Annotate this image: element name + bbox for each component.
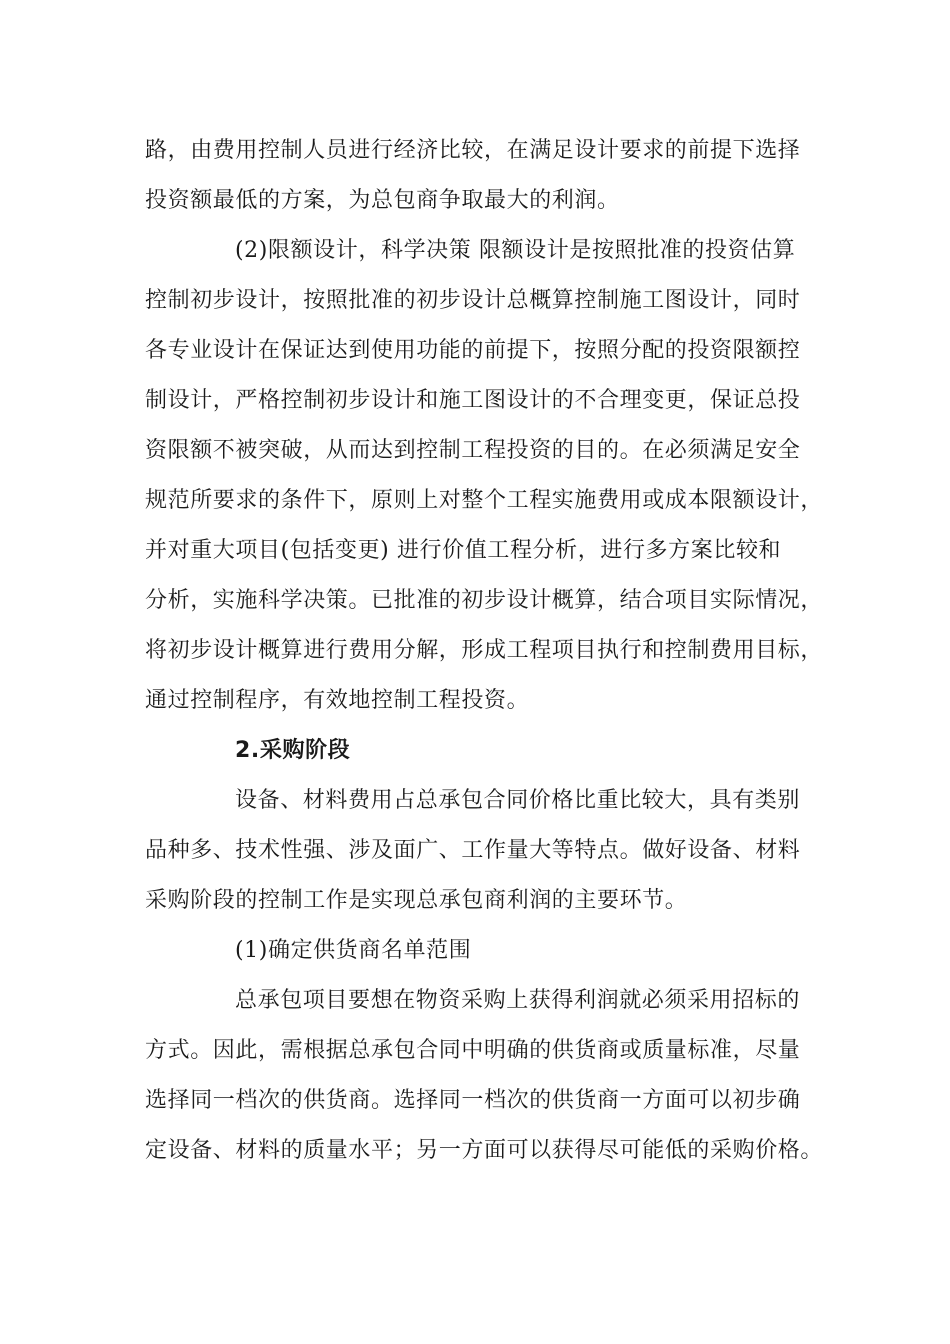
section-heading: 2.采购阶段 bbox=[235, 738, 351, 763]
paragraph-line: 将初步设计概算进行费用分解，形成工程项目执行和控制费用目标， bbox=[145, 638, 824, 663]
paragraph-line: 方式。因此，需根据总承包合同中明确的供货商或质量标准，尽量 bbox=[145, 1038, 801, 1063]
paragraph-line: 分析，实施科学决策。已批准的初步设计概算，结合项目实际情况， bbox=[145, 588, 824, 613]
paragraph-line: 各专业设计在保证达到使用功能的前提下，按照分配的投资限额控 bbox=[145, 338, 801, 363]
paragraph-line: 并对重大项目(包括变更) 进行价值工程分析，进行多方案比较和 bbox=[145, 538, 782, 563]
paragraph-line: 路，由费用控制人员进行经济比较，在满足设计要求的前提下选择 bbox=[145, 138, 801, 163]
paragraph-line: 控制初步设计，按照批准的初步设计总概算控制施工图设计，同时 bbox=[145, 288, 801, 313]
paragraph-line: 定设备、材料的质量水平；另一方面可以获得尽可能低的采购价格。 bbox=[145, 1138, 824, 1163]
paragraph-line: 采购阶段的控制工作是实现总承包商利润的主要环节。 bbox=[145, 888, 688, 913]
paragraph-line: 总承包项目要想在物资采购上获得利润就必须采用招标的 bbox=[235, 988, 801, 1013]
paragraph-line: 品种多、技术性强、涉及面广、工作量大等特点。做好设备、材料 bbox=[145, 838, 801, 863]
paragraph-line: 制设计，严格控制初步设计和施工图设计的不合理变更，保证总投 bbox=[145, 388, 801, 413]
paragraph-line: 通过控制程序，有效地控制工程投资。 bbox=[145, 688, 530, 713]
paragraph-line: 设备、材料费用占总承包合同价格比重比较大，具有类别 bbox=[235, 788, 801, 813]
paragraph-line: 选择同一档次的供货商。选择同一档次的供货商一方面可以初步确 bbox=[145, 1088, 801, 1113]
paragraph-line: 规范所要求的条件下，原则上对整个工程实施费用或成本限额设计， bbox=[145, 488, 824, 513]
paragraph-line: 资限额不被突破，从而达到控制工程投资的目的。在必须满足安全 bbox=[145, 438, 801, 463]
paragraph-line: (2)限额设计，科学决策 限额设计是按照批准的投资估算 bbox=[235, 238, 796, 263]
paragraph-line: 投资额最低的方案，为总包商争取最大的利润。 bbox=[145, 188, 620, 213]
subsection-heading: (1)确定供货商名单范围 bbox=[235, 938, 472, 963]
